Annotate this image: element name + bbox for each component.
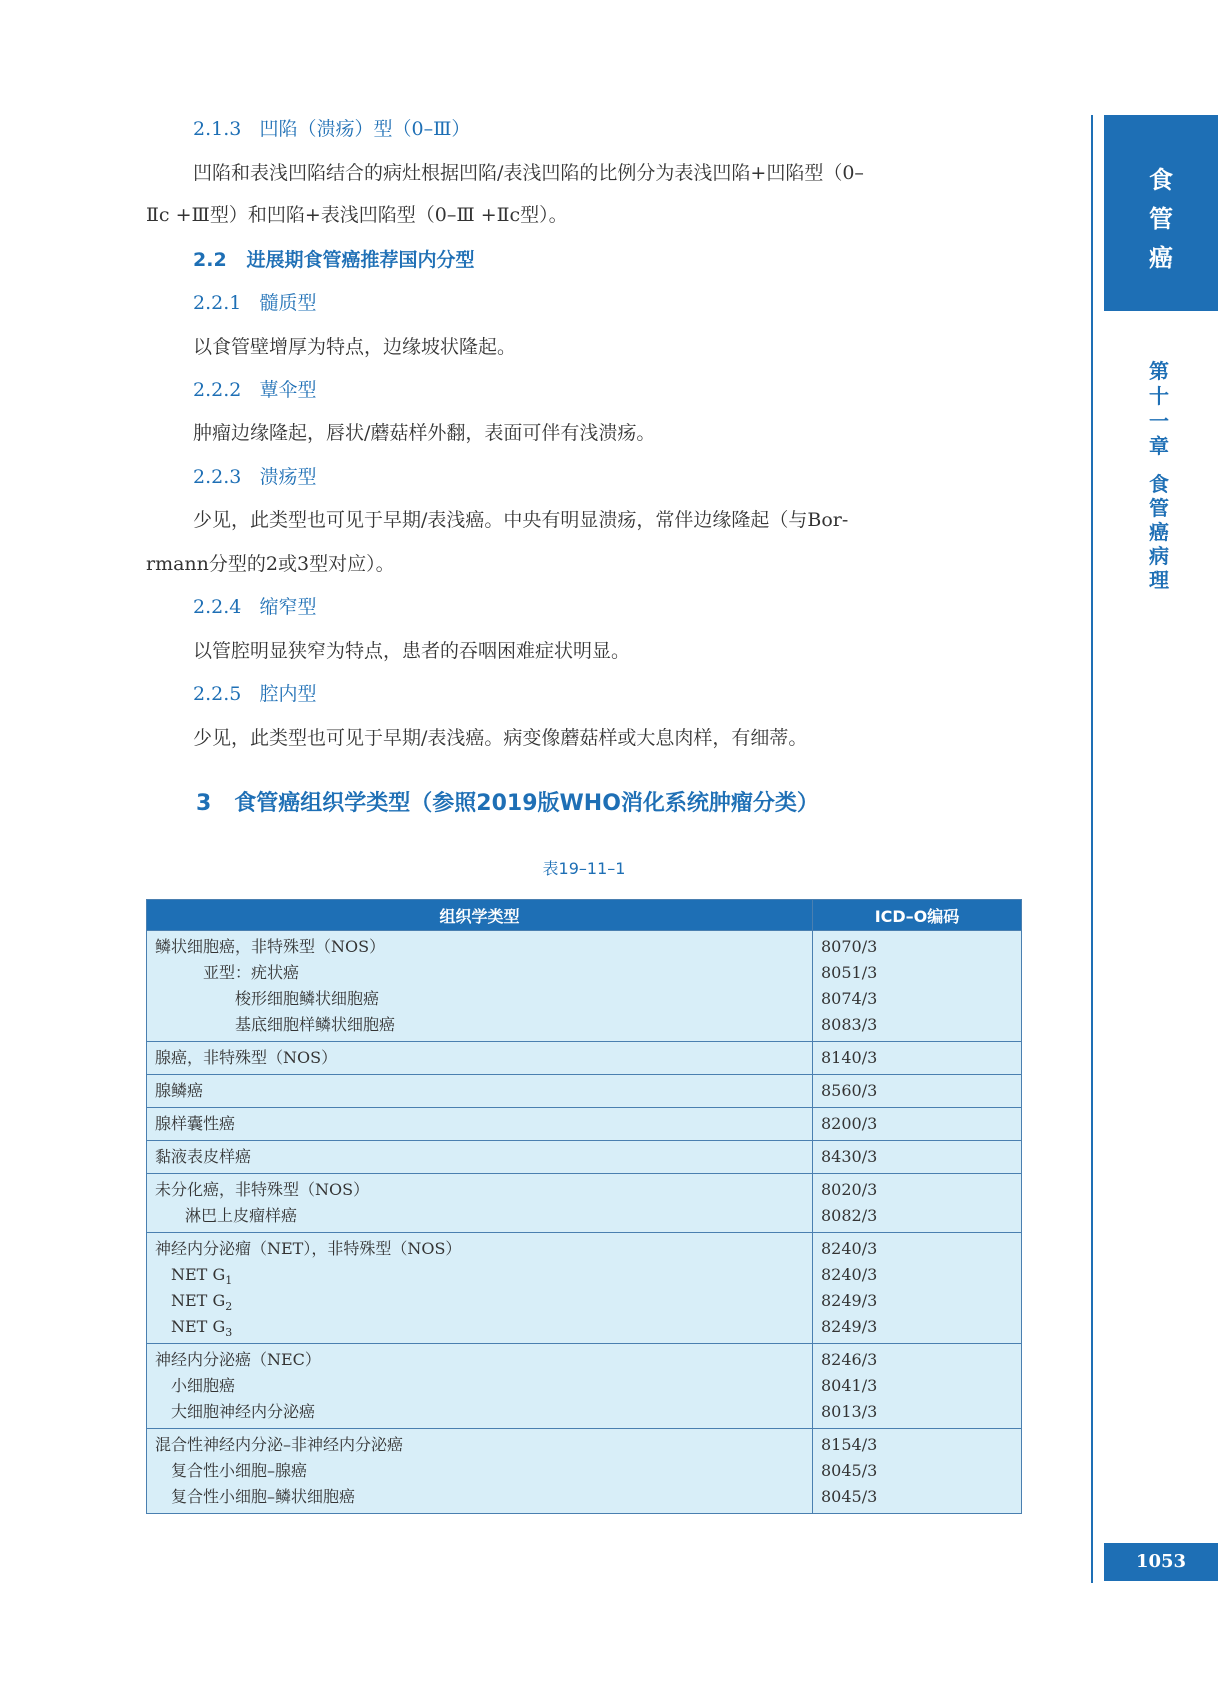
histology-type-line bbox=[155, 934, 804, 960]
chapter-char: 章 bbox=[1149, 434, 1169, 458]
section-title: 蕈伞型 bbox=[259, 379, 317, 401]
histology-type-text: 复合性小细胞–鳞状细胞癌 bbox=[171, 1487, 356, 1506]
icd-code-text: 8045/3 bbox=[821, 1461, 878, 1480]
section-title: 腔内型 bbox=[259, 683, 317, 705]
histology-type-line bbox=[155, 1144, 804, 1170]
icd-code-text: 8560/3 bbox=[821, 1081, 878, 1100]
cell-histology-type bbox=[147, 1075, 813, 1108]
histology-type-text: 神经内分泌癌（NEC） bbox=[155, 1350, 321, 1369]
histology-type-line bbox=[155, 1177, 804, 1203]
section-2-2-heading bbox=[193, 245, 475, 272]
cell-histology-type bbox=[147, 1174, 813, 1233]
histology-type-line bbox=[155, 1347, 804, 1373]
cell-histology-type bbox=[147, 1141, 813, 1174]
cell-histology-type bbox=[147, 1042, 813, 1075]
icd-code-text: 8045/3 bbox=[821, 1487, 878, 1506]
section-number: 2.2 bbox=[193, 249, 227, 271]
section-title: 溃疡型 bbox=[259, 466, 317, 488]
sidebar-tab-char: 食 bbox=[1149, 166, 1173, 194]
cell-histology-type bbox=[147, 1429, 813, 1514]
page-number: 1053 bbox=[1104, 1543, 1218, 1581]
histology-type-line bbox=[155, 1288, 804, 1314]
histology-type-text: 淋巴上皮瘤样癌 bbox=[185, 1206, 298, 1225]
chapter-char: 癌 bbox=[1149, 520, 1169, 544]
cell-icd-code bbox=[813, 931, 1022, 1042]
histology-type-text: 大细胞神经内分泌癌 bbox=[171, 1402, 316, 1421]
table-row bbox=[147, 1042, 1022, 1075]
icd-code-text: 8154/3 bbox=[821, 1435, 878, 1454]
histology-type-text: 基底细胞样鳞状细胞癌 bbox=[235, 1015, 396, 1034]
cell-icd-code bbox=[813, 1108, 1022, 1141]
histology-type-line bbox=[155, 1484, 804, 1510]
grade-subscript: 3 bbox=[225, 1326, 233, 1340]
cell-icd-code bbox=[813, 1233, 1022, 1344]
icd-code-text: 8051/3 bbox=[821, 963, 878, 982]
icd-code-text: 8246/3 bbox=[821, 1350, 878, 1369]
cell-icd-code bbox=[813, 1141, 1022, 1174]
histology-type-text: 腺鳞癌 bbox=[155, 1081, 204, 1100]
chapter-char: 一 bbox=[1149, 409, 1169, 433]
column-header-code: ICD–O编码 bbox=[813, 900, 1022, 931]
sidebar-tab-char: 癌 bbox=[1149, 244, 1173, 272]
cell-icd-code bbox=[813, 1075, 1022, 1108]
icd-code-text: 8074/3 bbox=[821, 989, 878, 1008]
table-row bbox=[147, 1141, 1022, 1174]
histology-type-line bbox=[155, 1236, 804, 1262]
icd-code-text: 8240/3 bbox=[821, 1265, 878, 1284]
chapter-char: 理 bbox=[1149, 568, 1169, 592]
cell-icd-code bbox=[813, 1429, 1022, 1514]
paragraph: 以食管壁增厚为特点，边缘坡状隆起。 bbox=[193, 336, 517, 358]
chapter-char: 病 bbox=[1149, 544, 1169, 568]
histology-type-text: 鳞状细胞癌，非特殊型（NOS） bbox=[155, 937, 386, 956]
cell-icd-code bbox=[813, 1174, 1022, 1233]
section-2-2-4-heading bbox=[193, 592, 317, 619]
table-row bbox=[147, 1429, 1022, 1514]
cell-histology-type bbox=[147, 1108, 813, 1141]
section-title: 食管癌组织学类型（参照2019版WHO消化系统肿瘤分类） bbox=[234, 791, 819, 816]
histology-type-text: 混合性神经内分泌–非神经内分泌癌 bbox=[155, 1435, 404, 1454]
grade-subscript: 2 bbox=[225, 1300, 233, 1314]
histology-type-line bbox=[155, 1373, 804, 1399]
section-2-2-2-heading bbox=[193, 375, 317, 402]
icd-code-text: 8430/3 bbox=[821, 1147, 878, 1166]
histology-type-text: NET G bbox=[171, 1317, 226, 1336]
table-row bbox=[147, 1174, 1022, 1233]
histology-type-text: 神经内分泌瘤（NET），非特殊型（NOS） bbox=[155, 1239, 462, 1258]
section-title: 进展期食管癌推荐国内分型 bbox=[246, 249, 475, 271]
histology-type-text: 亚型：疣状癌 bbox=[203, 963, 300, 982]
histology-type-text: NET G bbox=[171, 1291, 226, 1310]
chapter-char: 第 bbox=[1149, 359, 1169, 383]
sidebar-tab-char: 管 bbox=[1149, 205, 1173, 233]
chapter-char: 管 bbox=[1149, 496, 1169, 520]
paragraph-line: rmann分型的2或3型对应）。 bbox=[146, 553, 395, 575]
icd-code-text: 8249/3 bbox=[821, 1317, 878, 1336]
cell-icd-code bbox=[813, 1344, 1022, 1429]
table-caption: 表19–11–1 bbox=[542, 859, 626, 878]
section-number: 2.2.3 bbox=[193, 466, 242, 488]
icd-code-text: 8083/3 bbox=[821, 1015, 878, 1034]
histology-type-line bbox=[155, 1012, 804, 1038]
table-row bbox=[147, 1344, 1022, 1429]
section-number: 3 bbox=[196, 791, 212, 816]
section-number: 2.2.4 bbox=[193, 596, 242, 618]
histology-type-line bbox=[155, 1045, 804, 1071]
histology-type-line bbox=[155, 1314, 804, 1340]
table-row bbox=[147, 1108, 1022, 1141]
section-number: 2.2.2 bbox=[193, 379, 242, 401]
histology-type-line bbox=[155, 1262, 804, 1288]
section-title: 髓质型 bbox=[259, 292, 317, 314]
paragraph-line: 凹陷和表浅凹陷结合的病灶根据凹陷/表浅凹陷的比例分为表浅凹陷+凹陷型（0– bbox=[193, 162, 864, 184]
sidebar-rule bbox=[1091, 115, 1093, 1583]
chapter-char: 食 bbox=[1149, 472, 1169, 496]
section-2-2-5-heading bbox=[193, 679, 317, 706]
histology-type-text: 梭形细胞鳞状细胞癌 bbox=[235, 989, 380, 1008]
icd-code-text: 8249/3 bbox=[821, 1291, 878, 1310]
icd-code-text: 8013/3 bbox=[821, 1402, 878, 1421]
histology-type-line bbox=[155, 1458, 804, 1484]
histology-type-line bbox=[155, 1432, 804, 1458]
section-number: 2.2.5 bbox=[193, 683, 242, 705]
histology-type-line bbox=[155, 1078, 804, 1104]
paragraph: 少见，此类型也可见于早期/表浅癌。病变像蘑菇样或大息肉样，有细蒂。 bbox=[193, 727, 808, 749]
histology-type-line bbox=[155, 960, 804, 986]
section-title: 凹陷（溃疡）型（0–Ⅲ） bbox=[259, 118, 471, 140]
column-header-type: 组织学类型 bbox=[147, 900, 813, 931]
section-3-heading bbox=[196, 786, 819, 817]
grade-subscript: 1 bbox=[225, 1274, 233, 1288]
histology-type-text: 黏液表皮样癌 bbox=[155, 1147, 252, 1166]
section-number: 2.1.3 bbox=[193, 118, 242, 140]
icd-code-text: 8020/3 bbox=[821, 1180, 878, 1199]
icd-code-text: 8041/3 bbox=[821, 1376, 878, 1395]
cell-histology-type bbox=[147, 1233, 813, 1344]
icd-code-text: 8070/3 bbox=[821, 937, 878, 956]
histology-type-text: 腺样囊性癌 bbox=[155, 1114, 236, 1133]
paragraph-line: Ⅱc +Ⅲ型）和凹陷+表浅凹陷型（0–Ⅲ +Ⅱc型）。 bbox=[146, 204, 568, 226]
chapter-char: 十 bbox=[1149, 384, 1169, 408]
histology-type-line bbox=[155, 986, 804, 1012]
section-2-2-1-heading bbox=[193, 288, 317, 315]
histology-type-text: 小细胞癌 bbox=[171, 1376, 236, 1395]
section-2-2-3-heading bbox=[193, 462, 317, 489]
cell-histology-type bbox=[147, 1344, 813, 1429]
histology-type-line bbox=[155, 1203, 804, 1229]
paragraph: 以管腔明显狭窄为特点，患者的吞咽困难症状明显。 bbox=[193, 640, 631, 662]
icd-code-text: 8082/3 bbox=[821, 1206, 878, 1225]
histology-type-text: 未分化癌，非特殊型（NOS） bbox=[155, 1180, 370, 1199]
histology-type-line bbox=[155, 1111, 804, 1137]
icd-code-text: 8200/3 bbox=[821, 1114, 878, 1133]
section-2-1-3-heading bbox=[193, 114, 470, 141]
table-row bbox=[147, 1233, 1022, 1344]
sidebar-tab bbox=[1104, 115, 1218, 311]
histology-type-line bbox=[155, 1399, 804, 1425]
histology-type-text: 腺癌，非特殊型（NOS） bbox=[155, 1048, 338, 1067]
cell-histology-type bbox=[147, 931, 813, 1042]
histology-type-text: 复合性小细胞–腺癌 bbox=[171, 1461, 308, 1480]
paragraph-line: 少见，此类型也可见于早期/表浅癌。中央有明显溃疡，常伴边缘隆起（与Bor- bbox=[193, 509, 849, 531]
icd-code-text: 8240/3 bbox=[821, 1239, 878, 1258]
section-title: 缩窄型 bbox=[259, 596, 317, 618]
icd-code-text: 8140/3 bbox=[821, 1048, 878, 1067]
table-row bbox=[147, 931, 1022, 1042]
table-header-row bbox=[147, 900, 1022, 931]
histology-type-text: NET G bbox=[171, 1265, 226, 1284]
paragraph: 肿瘤边缘隆起，唇状/蘑菇样外翻，表面可伴有浅溃疡。 bbox=[193, 422, 656, 444]
section-number: 2.2.1 bbox=[193, 292, 242, 314]
cell-icd-code bbox=[813, 1042, 1022, 1075]
histology-table bbox=[146, 899, 1022, 1514]
table-row bbox=[147, 1075, 1022, 1108]
